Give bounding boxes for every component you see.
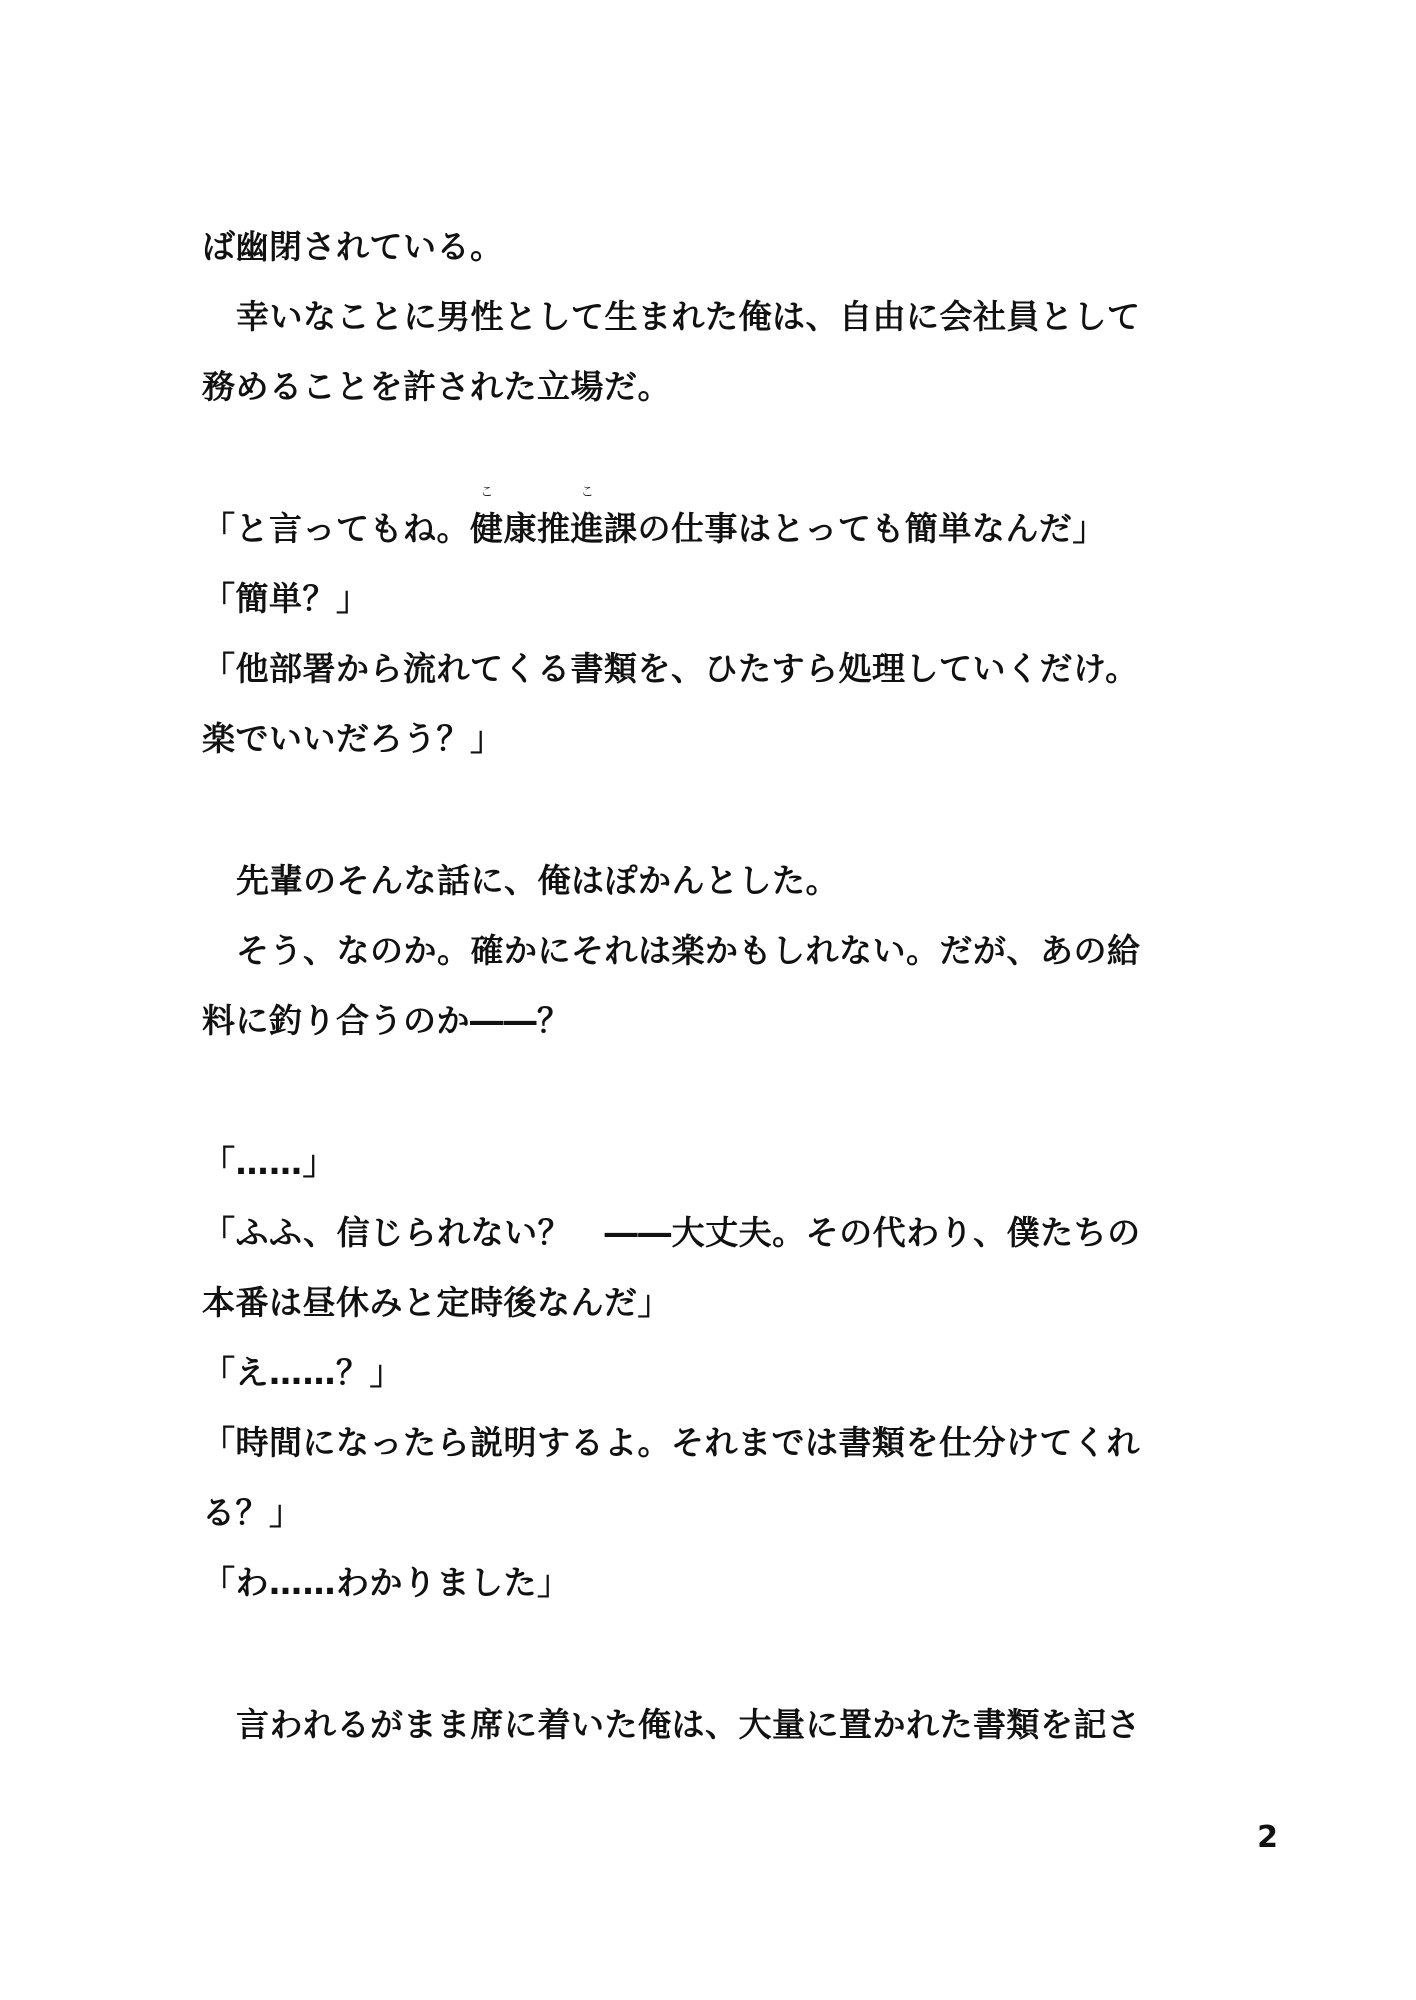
blank-line [202, 774, 1222, 846]
ruby-base: 健 [470, 509, 504, 548]
text-line: 本番は昼休みと定時後なんだ」 [202, 1283, 671, 1322]
text-line: 幸いなことに男性として生まれた俺は、自由に会社員として [236, 297, 1141, 336]
ruby-annotated-char [570, 485, 605, 564]
text-segment: 課の仕事はとっても簡単なんだ」 [604, 509, 1106, 548]
text-line: 楽でいいだろう？」 [202, 719, 504, 758]
text-segment: 康推 [503, 509, 571, 548]
text-line: 「わ……わかりました」 [202, 1563, 571, 1602]
blank-line [202, 422, 1222, 494]
ruby-annotated-char [470, 485, 504, 564]
ruby-reading: こ [480, 485, 494, 500]
text-line: ば幽閉されている。 [202, 227, 504, 266]
text-line: 「他部署から流れてくる書類を、ひたすら処理していくだけ。 [202, 649, 1139, 688]
text-line: 務めることを許された立場だ。 [202, 367, 671, 406]
text-line: 「……」 [202, 1143, 336, 1182]
text-line: る？」 [202, 1493, 303, 1532]
text-line: 料に釣り合うのか――？ [202, 1001, 571, 1040]
text-segment: 「と言ってもね。 [202, 509, 470, 548]
text-line: 「時間になったら説明するよ。それまでは書類を仕分けてくれ [202, 1423, 1140, 1462]
text-line: そう、なのか。確かにそれは楽かもしれない。だが、あの給 [236, 931, 1141, 970]
ruby-base: 進 [570, 509, 604, 548]
text-line: 「え……？」 [202, 1353, 403, 1392]
text-line-with-ruby [202, 485, 1222, 564]
text-line: 「ふふ、信じられない？ ――大丈夫。その代わり、僕たちの [202, 1213, 1141, 1252]
ruby-reading: こ [580, 485, 594, 500]
blank-line [202, 1056, 1222, 1128]
blank-line [202, 1618, 1222, 1690]
text-line: 先輩のそんな話に、俺はぽかんとした。 [236, 861, 839, 900]
text-line: 言われるがまま席に着いた俺は、大量に置かれた書類を記さ [236, 1705, 1141, 1744]
page-number: 2 [1257, 1820, 1278, 1855]
body-text [202, 212, 1222, 1760]
text-line: 「簡単？」 [202, 579, 370, 618]
